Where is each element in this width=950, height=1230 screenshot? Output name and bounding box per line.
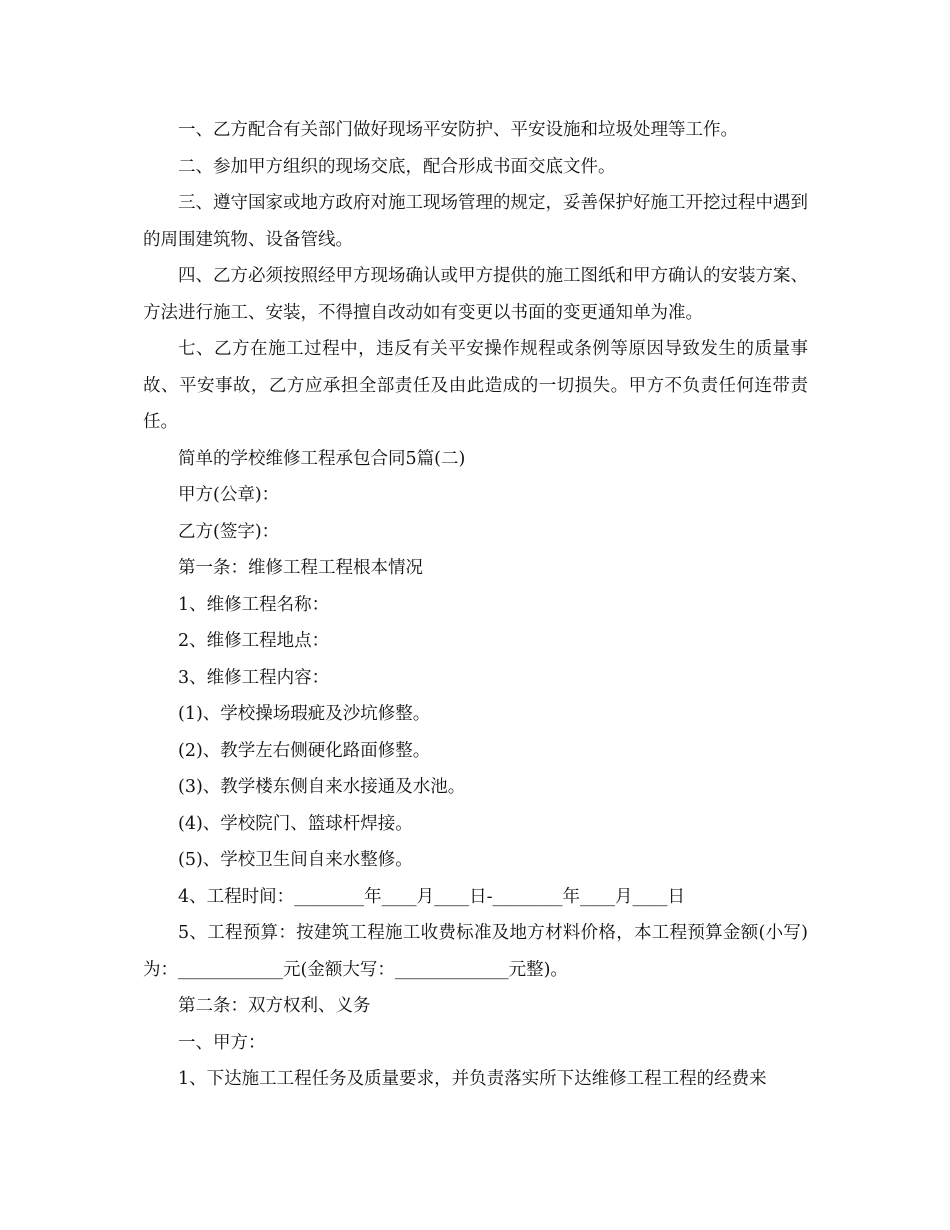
schedule-line: 4、工程时间：________年____月____日-________年____月____日 — [178, 886, 686, 907]
party-b-line: 乙方(签字)： — [178, 521, 280, 542]
section-heading: 简单的学校维修工程承包合同5篇(二) — [178, 448, 466, 469]
clause-paragraph: 1、下达施工工程任务及质量要求，并负责落实所下达维修工程工程的经费来 — [178, 1069, 767, 1089]
list-item: (4)、学校院门、篮球杆焊接。 — [178, 813, 413, 834]
list-item: (2)、教学左右侧硬化路面修整。 — [178, 740, 431, 761]
clause-paragraph: 三、遵守国家或地方政府对施工现场管理的规定，妥善保护好施工开挖过程中遇到的周围建筑物、设备管线。 — [143, 193, 808, 250]
document-body — [143, 112, 808, 1098]
list-item: (3)、教学楼东侧自来水接通及水池。 — [178, 777, 466, 797]
clause-paragraph: 二、参加甲方组织的现场交底，配合形成书面交底文件。 — [178, 156, 616, 177]
clause-paragraph: 四、乙方必须按照经甲方现场确认或甲方提供的施工图纸和甲方确认的安装方案、方法进行施工、安装，不得擅自改动如有变更以书面的变更通知单为准。 — [143, 266, 808, 323]
clause-paragraph: 七、乙方在施工过程中，违反有关平安操作规程或条例等原因导致发生的质量事故、平安事故，乙方应承担全部责任及由此造成的一切损失。甲方不负责任何连带责任。 — [143, 339, 808, 432]
party-heading: 一、甲方： — [178, 1032, 266, 1053]
budget-paragraph: 5、工程预算：按建筑工程施工收费标准及地方材料价格，本工程预算金额(小写)为：____________元(金额大写：_____________元整)。 — [143, 923, 808, 980]
list-item: 3、维修工程内容： — [178, 667, 330, 688]
list-item: 1、维修工程名称： — [178, 594, 330, 615]
list-item: (5)、学校卫生间自来水整修。 — [178, 850, 413, 870]
article-heading: 第一条：维修工程工程根本情况 — [178, 558, 423, 578]
clause-paragraph: 一、乙方配合有关部门做好现场平安防护、平安设施和垃圾处理等工作。 — [178, 120, 738, 140]
article-heading: 第二条：双方权利、义务 — [178, 996, 371, 1016]
list-item: 2、维修工程地点： — [178, 631, 330, 651]
party-a-line: 甲方(公章)： — [178, 485, 280, 505]
list-item: (1)、学校操场瑕疵及沙坑修整。 — [178, 704, 431, 724]
